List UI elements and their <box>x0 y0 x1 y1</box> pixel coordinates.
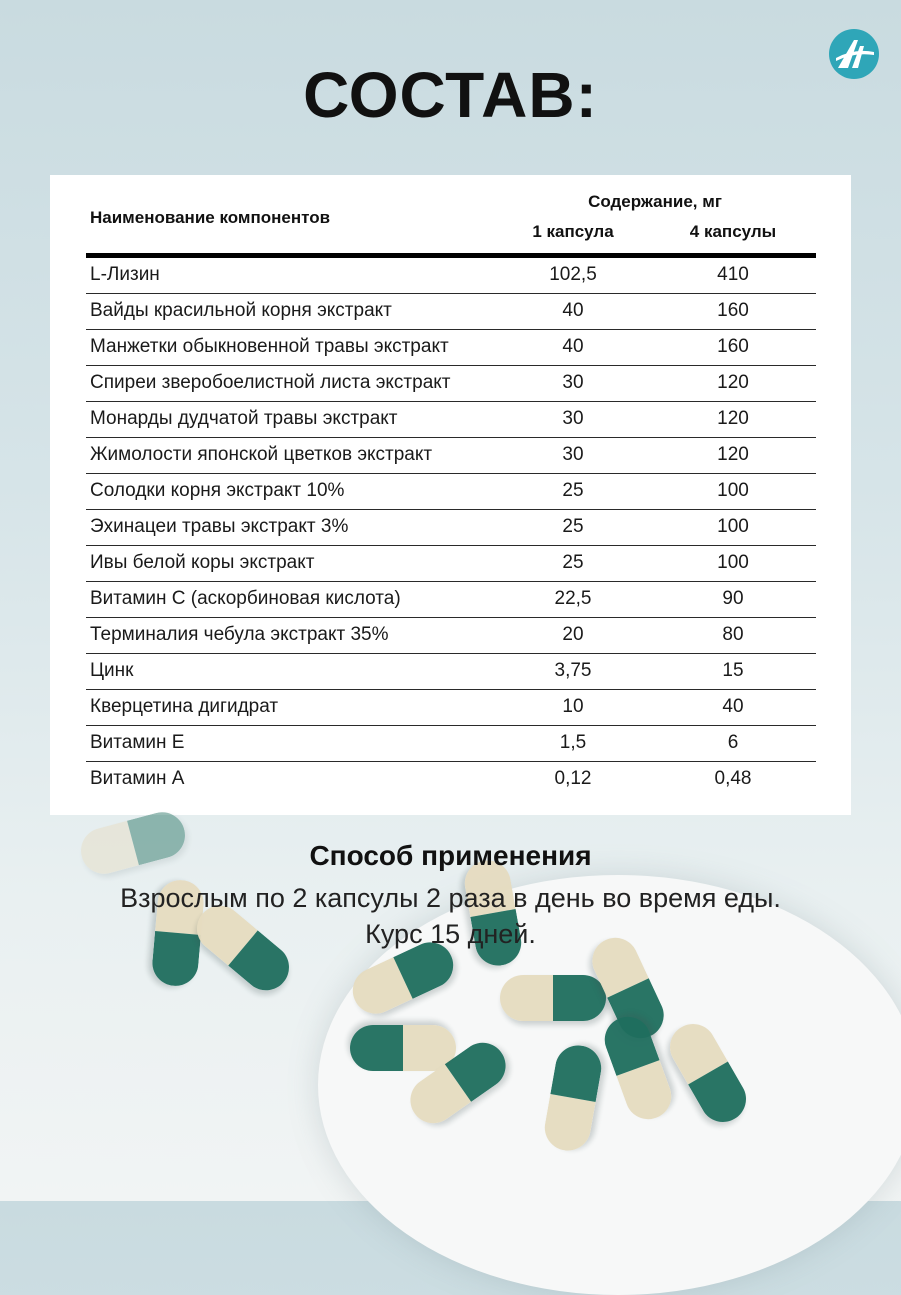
row-value-4: 160 <box>717 336 749 357</box>
composition-table <box>50 175 851 815</box>
table-row <box>86 546 816 582</box>
column-header-4-capsules: 4 капсулы <box>689 222 777 241</box>
row-value-1: 40 <box>562 300 584 321</box>
row-name: Монарды дудчатой травы экстракт <box>90 408 398 429</box>
row-value-1: 0,12 <box>554 768 592 789</box>
table-row <box>86 726 816 762</box>
table-row <box>86 438 816 474</box>
row-name: Жимолости японской цветков экстракт <box>90 444 433 465</box>
row-value-1: 30 <box>562 444 584 465</box>
table-row <box>86 474 816 510</box>
row-value-1: 20 <box>562 624 584 645</box>
row-value-4: 120 <box>717 444 749 465</box>
row-value-1: 25 <box>562 480 584 501</box>
usage-title: Способ применения <box>309 840 592 871</box>
row-value-4: 160 <box>717 300 749 321</box>
row-name: Вайды красильной корня экстракт <box>90 300 392 321</box>
row-value-4: 100 <box>717 552 749 573</box>
row-name: Витамин Е <box>90 732 185 753</box>
capsule-image <box>500 975 606 1021</box>
column-header-content: Содержание, мг <box>588 192 722 211</box>
table-row <box>86 294 816 330</box>
row-value-1: 3,75 <box>554 660 592 681</box>
column-header-1-capsule: 1 капсула <box>532 222 614 241</box>
table-body <box>86 258 816 797</box>
column-header-name: Наименование компонентов <box>90 208 331 227</box>
row-value-4: 0,48 <box>714 768 752 789</box>
table-row <box>86 582 816 618</box>
row-value-1: 25 <box>562 552 584 573</box>
row-value-1: 102,5 <box>549 264 597 285</box>
usage-text <box>0 880 901 952</box>
table-row <box>86 402 816 438</box>
row-name: Терминалия чебула экстракт 35% <box>90 624 389 645</box>
row-name: Солодки корня экстракт 10% <box>90 480 345 501</box>
row-value-4: 15 <box>722 660 744 681</box>
table-row <box>86 690 816 726</box>
table-row <box>86 510 816 546</box>
row-value-1: 10 <box>562 696 584 717</box>
capsule-image <box>350 1025 456 1071</box>
table-row <box>86 330 816 366</box>
row-value-1: 30 <box>562 372 584 393</box>
row-value-4: 120 <box>717 408 749 429</box>
table-row <box>86 654 816 690</box>
row-value-4: 40 <box>722 696 744 717</box>
row-value-4: 120 <box>717 372 749 393</box>
row-name: Спиреи зверобоелистной листа экстракт <box>90 372 451 393</box>
usage-line-2: Курс 15 дней. <box>365 919 536 949</box>
row-name: Эхинацеи травы экстракт 3% <box>90 516 349 537</box>
row-value-4: 100 <box>717 516 749 537</box>
row-value-1: 40 <box>562 336 584 357</box>
row-name: L-Лизин <box>90 264 160 285</box>
row-value-1: 30 <box>562 408 584 429</box>
row-value-4: 410 <box>717 264 749 285</box>
row-value-4: 90 <box>722 588 744 609</box>
row-value-1: 1,5 <box>559 732 587 753</box>
row-value-4: 6 <box>727 732 739 753</box>
table-row <box>86 762 816 797</box>
row-value-1: 22,5 <box>554 588 592 609</box>
row-value-4: 80 <box>722 624 744 645</box>
table-row <box>86 366 816 402</box>
table-row <box>86 258 816 294</box>
row-name: Витамин А <box>90 768 185 789</box>
row-name: Кверцетина дигидрат <box>90 696 279 717</box>
usage-line-1: Взрослым по 2 капсулы 2 раза в день во время еды. <box>120 883 781 913</box>
row-value-4: 100 <box>717 480 749 501</box>
row-name: Ивы белой коры экстракт <box>90 552 315 573</box>
row-name: Цинк <box>90 660 134 681</box>
row-name: Витамин С (аскорбиновая кислота) <box>90 588 401 609</box>
row-name: Манжетки обыкновенной травы экстракт <box>90 336 449 357</box>
row-value-1: 25 <box>562 516 584 537</box>
page-title: СОСТАВ: <box>303 59 598 131</box>
table-row <box>86 618 816 654</box>
